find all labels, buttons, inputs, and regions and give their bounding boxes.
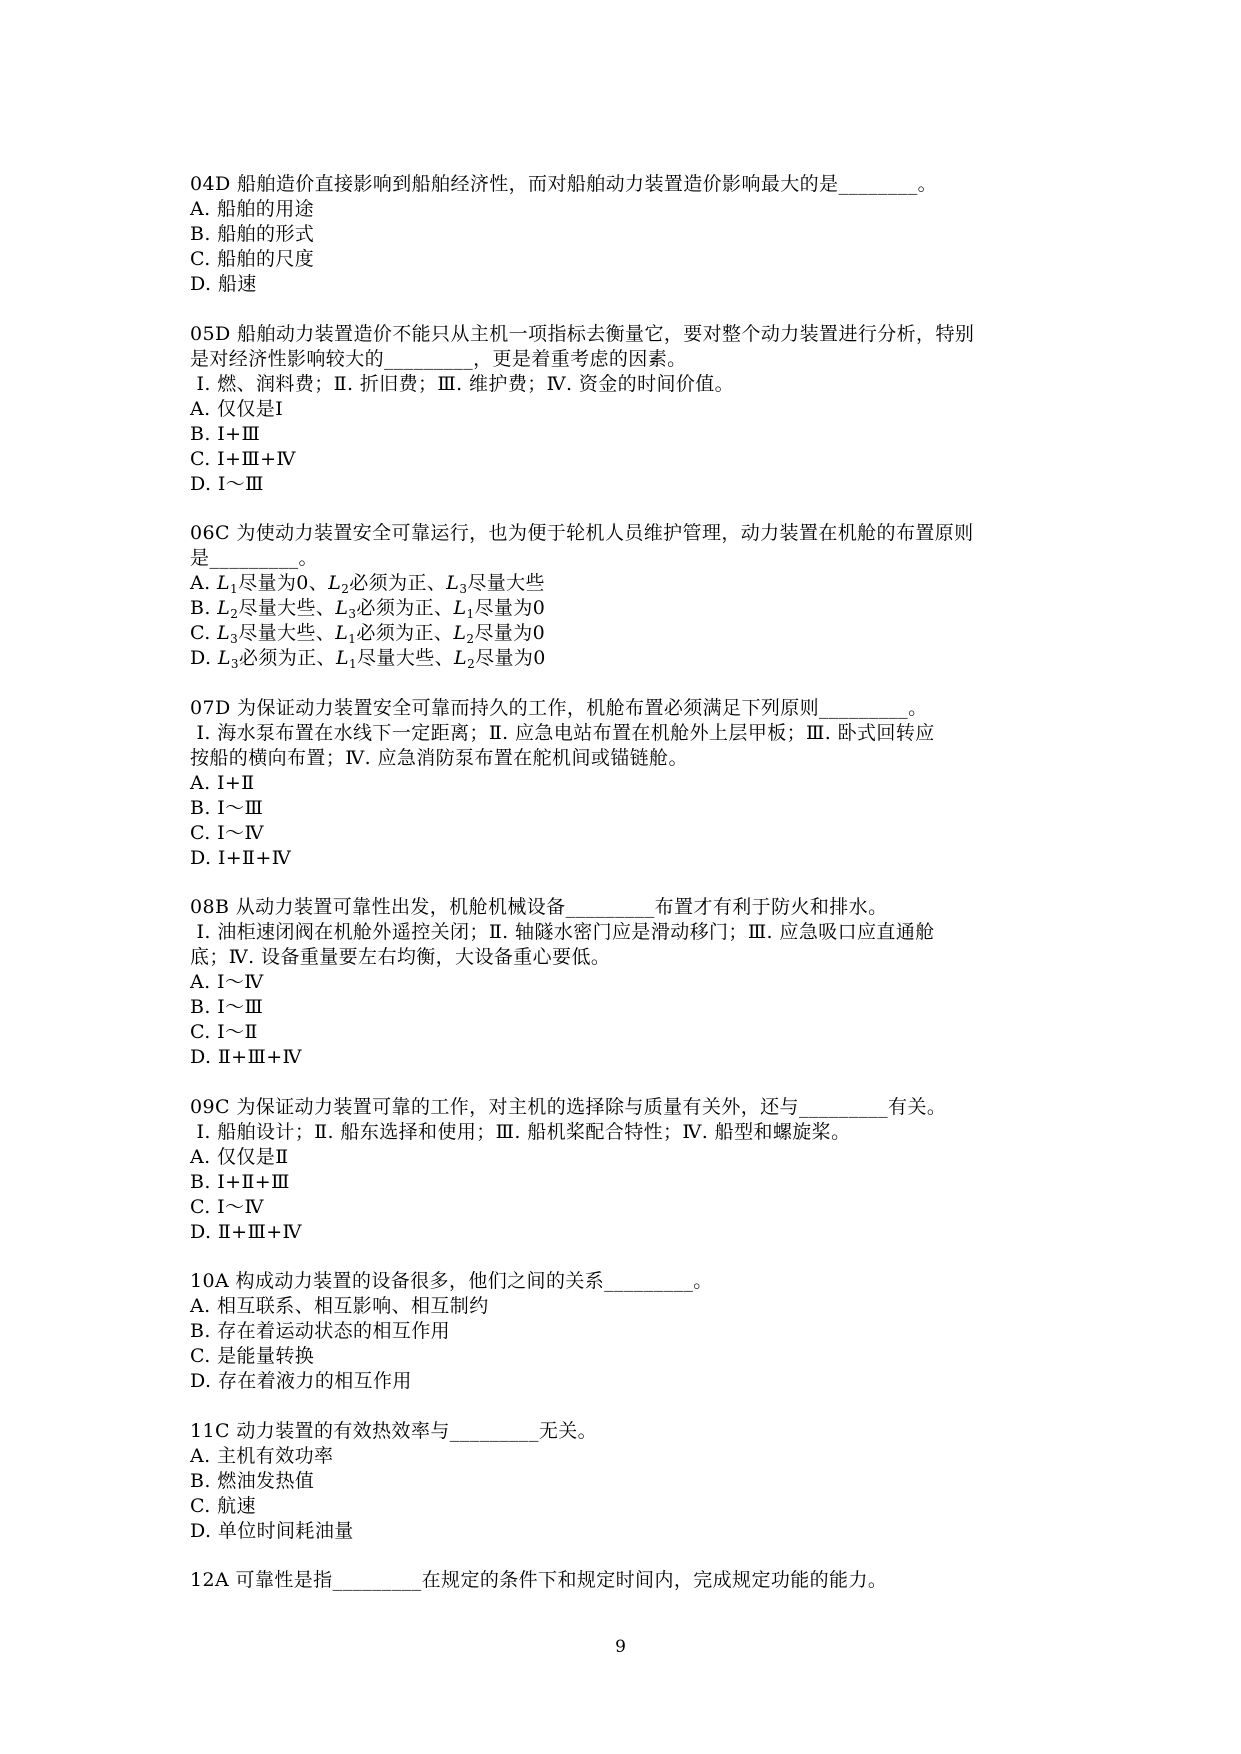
option-a: A. Ⅰ～Ⅳ: [190, 971, 264, 993]
option-d: [190, 646, 1070, 671]
option-prefix: B.: [190, 597, 218, 619]
question-line: 是对经济性影响较大的_________，更是着重考虑的因素。: [190, 347, 687, 370]
option-a: A. Ⅰ+Ⅱ: [190, 771, 255, 794]
symbol: L: [217, 622, 231, 644]
option-b: B. Ⅰ+Ⅲ: [190, 422, 261, 445]
option-text: 尽量为0: [474, 597, 546, 619]
question-07: [190, 696, 1070, 871]
option-a: A. 主机有效功率: [190, 1444, 334, 1467]
subscript: 2: [230, 607, 239, 621]
subscript: 2: [466, 632, 475, 646]
subscript: 1: [348, 632, 357, 646]
statement-list: 按船的横向布置；Ⅳ. 应急消防泵布置在舵机间或锚链舱。: [190, 746, 688, 769]
option-d: D. Ⅱ+Ⅲ+Ⅳ: [190, 1220, 302, 1243]
symbol: L: [446, 572, 460, 594]
page-number: 9: [615, 1637, 626, 1657]
symbol: L: [217, 597, 231, 619]
statement-list: Ⅰ. 船舶设计；Ⅱ. 船东选择和使用；Ⅲ. 船机桨配合特性；Ⅳ. 船型和螺旋桨。: [190, 1120, 851, 1143]
question-line: 04D 船舶造价直接影响到船舶经济性，而对船舶动力装置造价影响最大的是________。: [190, 173, 938, 195]
option-c: C. 是能量转换: [190, 1345, 315, 1367]
symbol: L: [453, 597, 467, 619]
symbol: L: [217, 647, 231, 669]
option-text: 必须为正、: [238, 647, 336, 669]
option-b: B. 船舶的形式: [190, 223, 315, 245]
question-10: [190, 1269, 1070, 1394]
option-text: 必须为正、: [356, 597, 454, 619]
symbol: L: [328, 572, 342, 594]
question-04: [190, 172, 1070, 297]
option-c: [190, 621, 1070, 646]
statement-list: Ⅰ. 燃、润料费；Ⅱ. 折旧费；Ⅲ. 维护费；Ⅳ. 资金的时间价值。: [190, 372, 735, 395]
subscript: 1: [348, 657, 358, 671]
question-line: 是_________。: [190, 547, 318, 569]
option-prefix: C.: [190, 622, 218, 644]
symbol: L: [335, 597, 349, 619]
symbol: L: [335, 647, 349, 669]
question-11: [190, 1419, 1070, 1544]
subscript: 3: [459, 582, 468, 596]
option-a: A. 仅仅是Ⅱ: [190, 1145, 289, 1168]
option-text: 尽量为0、: [238, 572, 329, 594]
option-d: D. Ⅰ～Ⅲ: [190, 472, 264, 495]
statement-list: Ⅰ. 海水泵布置在水线下一定距离；Ⅱ. 应急电站布置在机舱外上层甲板；Ⅲ. 卧式回转应: [190, 721, 935, 744]
question-05: [190, 322, 1070, 497]
option-text: 必须为正、: [349, 572, 447, 594]
option-b: B. Ⅰ～Ⅲ: [190, 996, 264, 1018]
question-08: [190, 895, 1070, 1070]
question-line: 10A 构成动力装置的设备很多，他们之间的关系_________。: [190, 1270, 713, 1292]
symbol: L: [217, 572, 231, 594]
option-c: C. 船舶的尺度: [190, 248, 315, 270]
option-b: B. 存在着运动状态的相互作用: [190, 1320, 451, 1342]
question-line: 07D 为保证动力装置安全可靠而持久的工作，机舱布置必须满足下列原则_________。: [190, 696, 928, 719]
option-d: D. 船速: [190, 273, 257, 295]
subscript: 3: [348, 607, 357, 621]
symbol: L: [335, 622, 349, 644]
statement-list: Ⅰ. 油柜速闭阀在机舱外遥控关闭；Ⅱ. 轴隧水密门应是滑动移门；Ⅲ. 应急吸口应直通舱: [190, 921, 935, 943]
option-text: 必须为正、: [356, 622, 454, 644]
option-d: D. Ⅰ+Ⅱ+Ⅳ: [190, 846, 292, 869]
option-d: D. 单位时间耗油量: [190, 1519, 354, 1542]
option-b: B. 燃油发热值: [190, 1469, 315, 1492]
option-text: 尽量为0: [474, 622, 546, 644]
question-09: [190, 1095, 1070, 1245]
subscript: 2: [467, 657, 476, 671]
option-text: 尽量大些、: [238, 622, 336, 644]
question-12: [190, 1568, 1070, 1593]
subscript: 3: [230, 632, 239, 646]
subscript: 2: [341, 582, 350, 596]
subscript: 3: [230, 657, 239, 671]
subscript: 1: [466, 607, 475, 621]
option-c: C. Ⅰ～Ⅳ: [190, 1195, 264, 1218]
subscript: 1: [230, 582, 239, 596]
statement-list: 底；Ⅳ. 设备重量要左右均衡，大设备重心要低。: [190, 946, 611, 968]
option-c: C. Ⅰ+Ⅲ+Ⅳ: [190, 447, 296, 470]
question-list: [190, 172, 1070, 1618]
option-a: A. 仅仅是Ⅰ: [190, 397, 284, 420]
option-a: A. 相互联系、相互影响、相互制约: [190, 1295, 489, 1317]
option-c: C. Ⅰ～Ⅱ: [190, 1021, 258, 1043]
option-text: 尽量大些: [467, 572, 545, 594]
option-c: C. Ⅰ～Ⅳ: [190, 821, 264, 844]
question-line: 12A 可靠性是指_________在规定的条件下和规定时间内，完成规定功能的能力。: [190, 1569, 888, 1591]
option-prefix: D.: [190, 647, 218, 669]
option-b: [190, 596, 1070, 621]
symbol: L: [453, 622, 467, 644]
option-text: 尽量大些、: [357, 647, 455, 669]
option-text: 尽量大些、: [238, 597, 336, 619]
question-line: 11C 动力装置的有效热效率与_________无关。: [190, 1419, 598, 1442]
option-text: 尽量为0: [475, 647, 546, 669]
option-d: D. Ⅱ+Ⅲ+Ⅳ: [190, 1046, 302, 1068]
option-prefix: A.: [190, 572, 218, 594]
question-line: 08B 从动力装置可靠性出发，机舱机械设备_________布置才有利于防火和排水。: [190, 896, 888, 918]
option-b: B. Ⅰ+Ⅱ+Ⅲ: [190, 1170, 290, 1193]
question-06: [190, 521, 1070, 671]
question-line: 09C 为保证动力装置可靠的工作，对主机的选择除与质量有关外，还与_________有关。: [190, 1095, 947, 1118]
question-line: 05D 船舶动力装置造价不能只从主机一项指标去衡量它，要对整个动力装置进行分析，特别: [190, 322, 975, 345]
option-b: B. Ⅰ～Ⅲ: [190, 796, 264, 819]
symbol: L: [454, 647, 468, 669]
option-a: [190, 571, 1070, 596]
option-d: D. 存在着液力的相互作用: [190, 1370, 412, 1392]
question-line: 06C 为使动力装置安全可靠运行，也为便于轮机人员维护管理，动力装置在机舱的布置原则: [190, 522, 974, 544]
option-a: A. 船舶的用途: [190, 198, 315, 220]
option-c: C. 航速: [190, 1494, 256, 1517]
